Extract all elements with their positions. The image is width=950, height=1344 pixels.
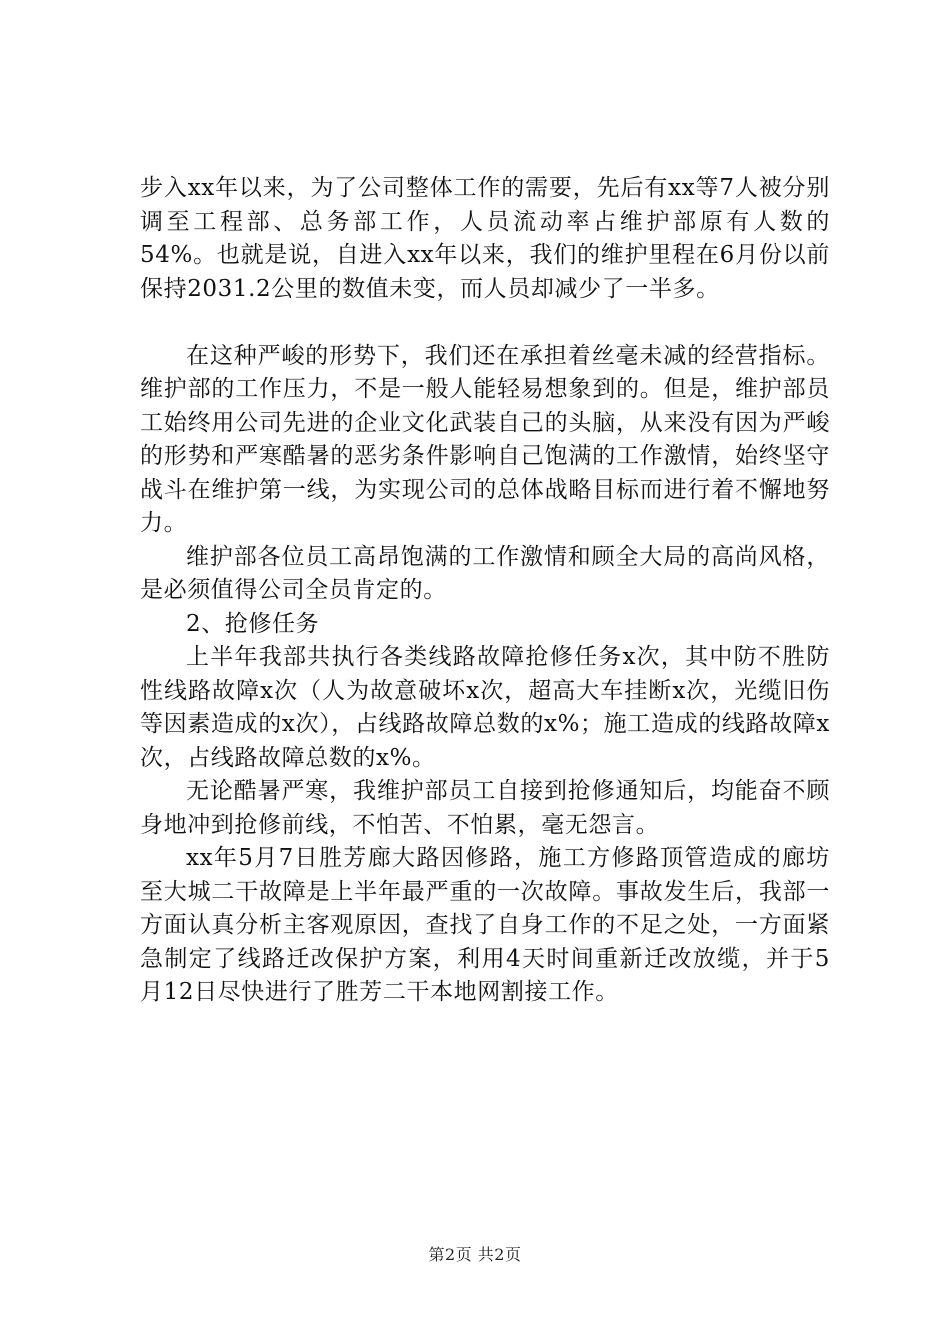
paragraph-repair-dedication: 无论酷暑严寒，我维护部员工自接到抢修通知后，均能奋不顾身地冲到抢修前线，不怕苦、不怕累，毫无怨言。 — [140, 778, 830, 838]
paragraph-staff-turnover: 步入xx年以来，为了公司整体工作的需要，先后有xx等7人被分别调至工程部、总务部工作，人员流动率占维护部原有人数的54%。也就是说，自进入xx年以来，我们的维护里程在6月份以前保持2031.2公里的数值未变，而人员却减少了一半多。 — [140, 175, 830, 302]
paragraph-major-incident: xx年5月7日胜芳廊大路因修路，施工方修路顶管造成的廊坊至大城二干故障是上半年最严重的一次故障。事故发生后，我部一方面认真分析主客观原因，查找了自身工作的不足之处，一方面紧急制定了线路迁改保护方案，利用4天时间重新迁改放缆，并于5月12日尽快进行了胜芳二干本地网割接工作。 — [140, 845, 830, 1005]
paragraph-spacer — [140, 306, 830, 340]
document-body — [140, 172, 830, 1010]
section-heading-repair-tasks: 2、抢修任务 — [186, 610, 320, 637]
paragraph-fault-statistics: 上半年我部共执行各类线路故障抢修任务x次，其中防不胜防性线路故障x次（人为故意破坏x次，超高大车挂断x次，光缆旧伤等因素造成的x次），占线路故障总数的x%；施工造成的线路故障x次，占线路故障总数的x%。 — [140, 644, 830, 771]
paragraph-staff-praise: 维护部各位员工高昂饱满的工作激情和顾全大局的高尚风格，是必须值得公司全员肯定的。 — [140, 543, 830, 603]
page-number-footer: 第2页 共2页 — [428, 1245, 522, 1264]
paragraph-severe-situation: 在这种严峻的形势下，我们还在承担着丝毫未减的经营指标。维护部的工作压力，不是一般人能轻易想象到的。但是，维护部员工始终用公司先进的企业文化武装自己的头脑，从来没有因为严峻的形势和严寒酷暑的恶劣条件影响自己饱满的工作激情，始终坚守战斗在维护第一线，为实现公司的总体战略目标而进行着不懈地努力。 — [140, 342, 830, 536]
